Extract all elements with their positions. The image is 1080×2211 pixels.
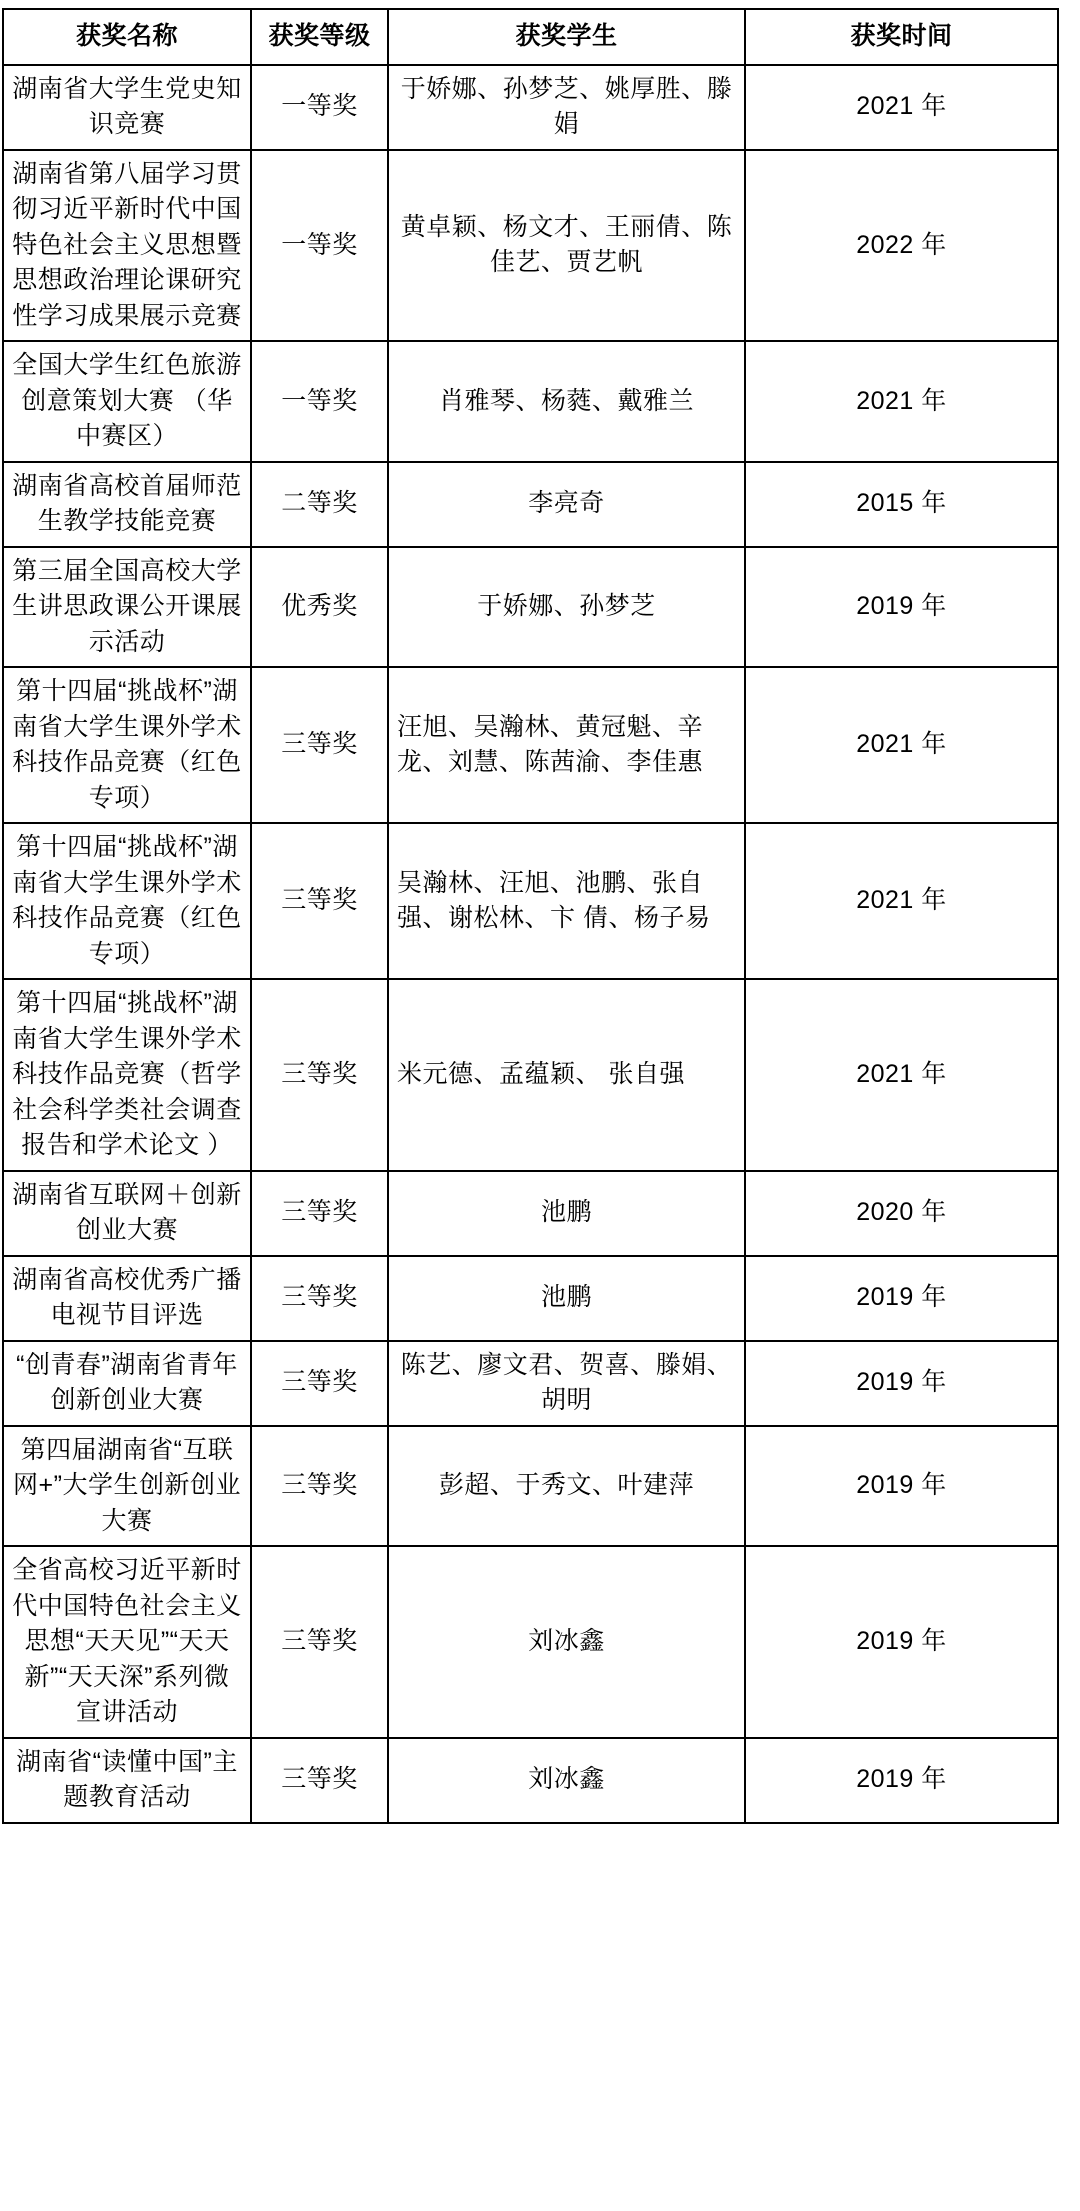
award-table: [2, 8, 1059, 1824]
cell-award-name: 第三届全国高校大学生讲思政课公开课展示活动: [3, 547, 251, 668]
table-row: [3, 341, 1058, 462]
cell-award-level: 三等奖: [251, 1171, 388, 1256]
cell-award-name: 湖南省大学生党史知识竞赛: [3, 65, 251, 150]
table-row: [3, 823, 1058, 979]
cell-award-students: 李亮奇: [388, 462, 745, 547]
cell-award-level: 三等奖: [251, 667, 388, 823]
cell-award-level: 一等奖: [251, 65, 388, 150]
cell-award-time: 2022 年: [745, 150, 1058, 342]
cell-award-name: 第十四届“挑战杯”湖南省大学生课外学术科技作品竞赛（红色专项）: [3, 823, 251, 979]
cell-award-level: 三等奖: [251, 979, 388, 1171]
cell-award-time: 2019 年: [745, 1341, 1058, 1426]
cell-award-level: 优秀奖: [251, 547, 388, 668]
cell-award-time: 2021 年: [745, 667, 1058, 823]
cell-award-name: 湖南省高校首届师范生教学技能竞赛: [3, 462, 251, 547]
cell-award-name: 湖南省互联网＋创新创业大赛: [3, 1171, 251, 1256]
cell-award-time: 2021 年: [745, 65, 1058, 150]
cell-award-time: 2021 年: [745, 979, 1058, 1171]
cell-award-students: 汪旭、吴瀚林、黄冠魁、辛龙、刘慧、陈茜渝、李佳惠: [388, 667, 745, 823]
cell-award-name: 全省高校习近平新时代中国特色社会主义思想“天天见”“天天新”“天天深”系列微宣讲活动: [3, 1546, 251, 1738]
table-row: [3, 1256, 1058, 1341]
cell-award-students: 于娇娜、孙梦芝、姚厚胜、滕娟: [388, 65, 745, 150]
cell-award-level: 一等奖: [251, 150, 388, 342]
table-row: [3, 150, 1058, 342]
cell-award-students: 黄卓颖、杨文才、王丽倩、陈佳艺、贾艺帆: [388, 150, 745, 342]
cell-award-name: 第四届湖南省“互联网+”大学生创新创业大赛: [3, 1426, 251, 1547]
cell-award-level: 三等奖: [251, 1256, 388, 1341]
cell-award-level: 三等奖: [251, 1546, 388, 1738]
table-row: [3, 1341, 1058, 1426]
cell-award-time: 2019 年: [745, 1738, 1058, 1823]
cell-award-students: 刘冰鑫: [388, 1546, 745, 1738]
cell-award-level: 三等奖: [251, 823, 388, 979]
cell-award-level: 二等奖: [251, 462, 388, 547]
cell-award-level: 三等奖: [251, 1426, 388, 1547]
cell-award-name: “创青春”湖南省青年创新创业大赛: [3, 1341, 251, 1426]
cell-award-time: 2020 年: [745, 1171, 1058, 1256]
cell-award-students: 吴瀚林、汪旭、池鹏、张自强、谢松林、卞 倩、杨子易: [388, 823, 745, 979]
column-header-students: 获奖学生: [388, 9, 745, 65]
cell-award-level: 三等奖: [251, 1341, 388, 1426]
cell-award-time: 2021 年: [745, 823, 1058, 979]
cell-award-students: 肖雅琴、杨蕤、戴雅兰: [388, 341, 745, 462]
table-row: [3, 547, 1058, 668]
table-header: [3, 9, 1058, 65]
cell-award-students: 刘冰鑫: [388, 1738, 745, 1823]
cell-award-time: 2019 年: [745, 1256, 1058, 1341]
cell-award-name: 第十四届“挑战杯”湖南省大学生课外学术科技作品竞赛（哲学社会科学类社会调查报告和学术论文 ）: [3, 979, 251, 1171]
cell-award-time: 2019 年: [745, 1426, 1058, 1547]
table-row: [3, 1546, 1058, 1738]
cell-award-level: 三等奖: [251, 1738, 388, 1823]
cell-award-students: 彭超、于秀文、叶建萍: [388, 1426, 745, 1547]
column-header-time: 获奖时间: [745, 9, 1058, 65]
table-body: [3, 65, 1058, 1823]
cell-award-time: 2015 年: [745, 462, 1058, 547]
cell-award-time: 2019 年: [745, 1546, 1058, 1738]
cell-award-time: 2019 年: [745, 547, 1058, 668]
table-row: [3, 65, 1058, 150]
cell-award-students: 池鹏: [388, 1171, 745, 1256]
table-row: [3, 462, 1058, 547]
table-header-row: [3, 9, 1058, 65]
cell-award-name: 全国大学生红色旅游 创意策划大赛 （华中赛区）: [3, 341, 251, 462]
table-row: [3, 1738, 1058, 1823]
cell-award-students: 米元德、孟蕴颖、 张自强: [388, 979, 745, 1171]
cell-award-name: 第十四届“挑战杯”湖南省大学生课外学术科技作品竞赛（红色专项）: [3, 667, 251, 823]
cell-award-students: 陈艺、廖文君、贺喜、滕娟、胡明: [388, 1341, 745, 1426]
cell-award-name: 湖南省“读懂中国”主题教育活动: [3, 1738, 251, 1823]
table-row: [3, 667, 1058, 823]
column-header-name: 获奖名称: [3, 9, 251, 65]
cell-award-name: 湖南省第八届学习贯彻习近平新时代中国特色社会主义思想暨思想政治理论课研究性学习成果展示竞赛: [3, 150, 251, 342]
cell-award-name: 湖南省高校优秀广播电视节目评选: [3, 1256, 251, 1341]
table-row: [3, 979, 1058, 1171]
cell-award-level: 一等奖: [251, 341, 388, 462]
cell-award-time: 2021 年: [745, 341, 1058, 462]
table-row: [3, 1171, 1058, 1256]
cell-award-students: 于娇娜、孙梦芝: [388, 547, 745, 668]
column-header-level: 获奖等级: [251, 9, 388, 65]
table-row: [3, 1426, 1058, 1547]
cell-award-students: 池鹏: [388, 1256, 745, 1341]
